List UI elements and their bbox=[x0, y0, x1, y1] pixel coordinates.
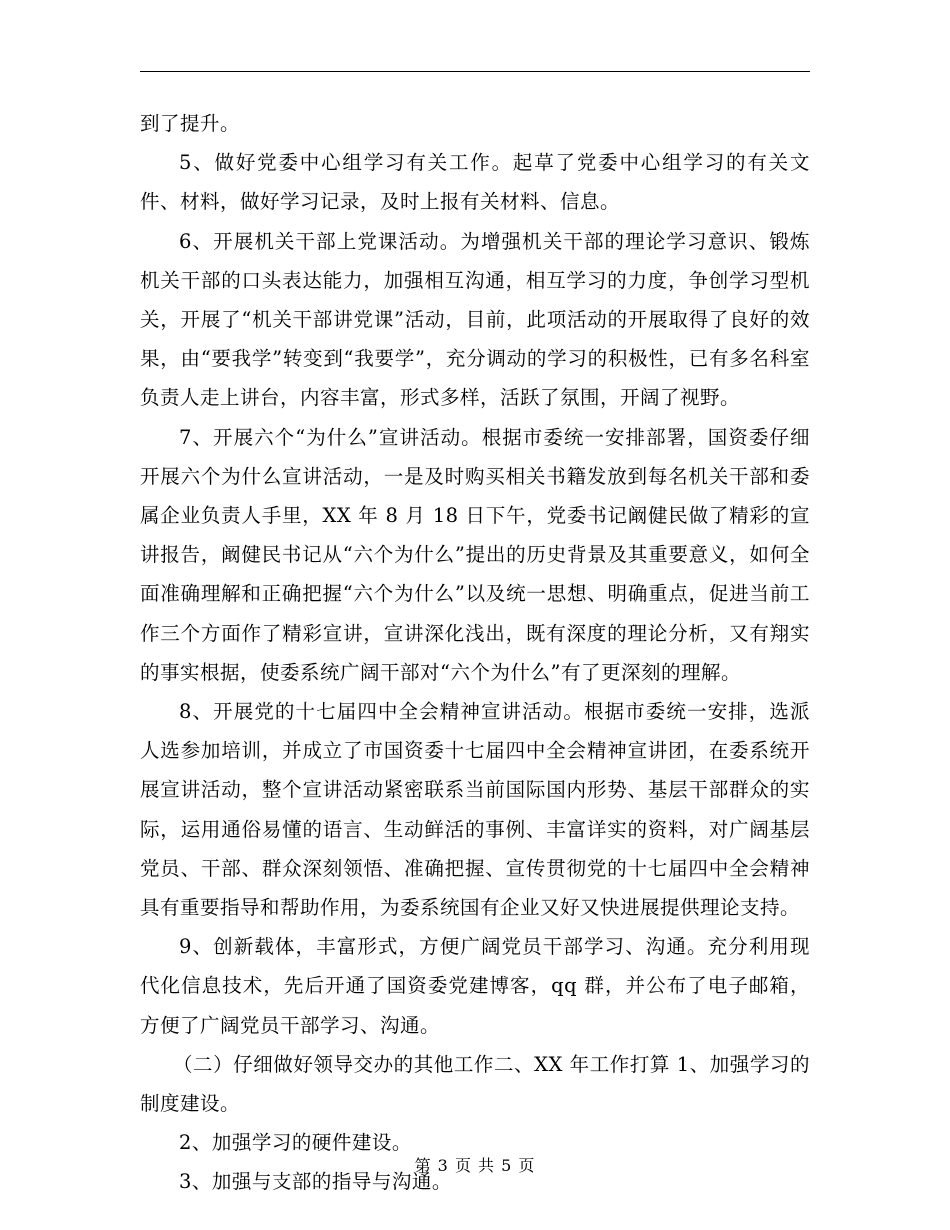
header-rule bbox=[140, 71, 810, 72]
paragraph-continuation: 到了提升。 bbox=[140, 112, 241, 135]
paragraph-item-7: 7、开展六个“为什么”宣讲活动。根据市委统一安排部署，国资委仔细开展六个为什么宣讲活动，一是及时购买相关书籍发放到每名机关干部和委属企业负责人手里，XX 年 8 月 18 日下午，党委书记阚健民做了精彩的宣讲报告，阚健民书记从“六个为什么”提出的历史背景及其重要意义，如何全面准确理解和正确把握“六个为什么”以及统一思想、明确重点，促进当前工作三个方面作了精彩宣讲，宣讲深化浅出，既有深度的理论分析，又有翔实的事实根据，使委系统广阔干部对“六个为什么”有了更深刻的理解。 bbox=[140, 425, 810, 684]
paragraph-plan-3: 3、加强与支部的指导与沟通。 bbox=[179, 1170, 452, 1194]
paragraph-plan-2: 2、加强学习的硬件建设。 bbox=[179, 1131, 412, 1155]
paragraph-item-5: 5、做好党委中心组学习有关工作。起草了党委中心组学习的有关文件、材料，做好学习记录，及时上报有关材料、信息。 bbox=[140, 151, 810, 214]
document-body bbox=[140, 104, 810, 1202]
paragraph-section-two: （二）仔细做好领导交办的其他工作二、XX 年工作打算 1、加强学习的制度建设。 bbox=[140, 1052, 810, 1116]
paragraph-item-8: 8、开展党的十七届四中全会精神宣讲活动。根据市委统一安排，选派人选参加培训，并成立了市国资委十七届四中全会精神宣讲团，在委系统开展宣讲活动，整个宣讲活动紧密联系当前国际国内形势、基层干部群众的实际，运用通俗易懂的语言、生动鲜活的事例、丰富详实的资料，对广阔基层党员、干部、群众深刻领悟、准确把握、宣传贯彻党的十七届四中全会精神具有重要指导和帮助作用，为委系统国有企业又好又快进展提供理论支持。 bbox=[140, 700, 810, 920]
page-footer bbox=[0, 1153, 950, 1176]
paragraph-item-6: 6、开展机关干部上党课活动。为增强机关干部的理论学习意识、锻炼机关干部的口头表达能力，加强相互沟通，相互学习的力度，争创学习型机关，开展了“机关干部讲党课”活动，目前，此项活动的开展取得了良好的效果，由“要我学”转变到“我要学”，充分调动的学习的积极性，已有多名科室负责人走上讲台，内容丰富，形式多样，活跃了氛围，开阔了视野。 bbox=[140, 229, 810, 410]
page-number-label: 第 3 页 共 5 页 bbox=[414, 1156, 536, 1175]
paragraph-item-9: 9、创新载体，丰富形式，方便广阔党员干部学习、沟通。充分利用现代化信息技术，先后开通了国资委党建博客，qq 群，并公布了电子邮箱，方便了广阔党员干部学习、沟通。 bbox=[140, 935, 810, 1037]
